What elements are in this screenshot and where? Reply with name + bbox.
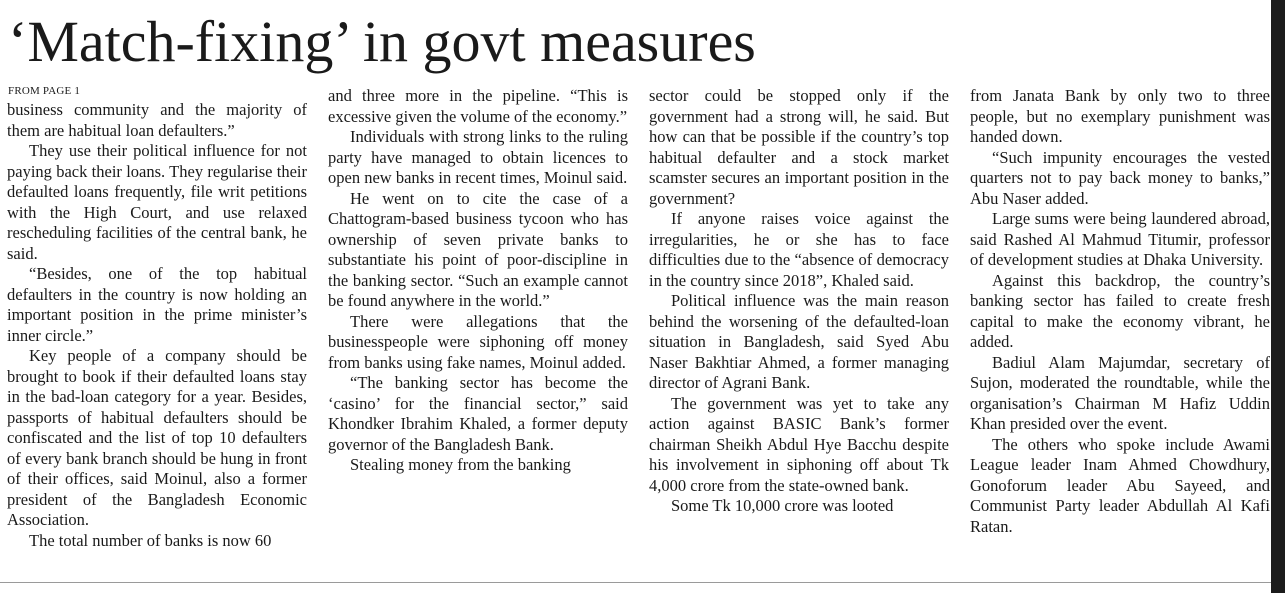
paragraph: They use their political influence for not paying back their loans. They regularise their defaulted loans frequently, file writ petitions with the High Court, and use relaxed rescheduling facilities of the central bank, he said. xyxy=(7,141,307,263)
paragraph: The government was yet to take any action against BASIC Bank’s former chairman Sheikh Abdul Hye Bacchu despite his involvement in siphoning off about Tk 4,000 crore from the state-owned bank. xyxy=(649,393,949,495)
page-edge xyxy=(1271,0,1285,593)
article-column-2 xyxy=(328,86,628,476)
paragraph: Individuals with strong links to the ruling party have managed to obtain licences to open new banks in recent times, Moinul said. xyxy=(328,127,628,187)
paragraph: “The banking sector has become the ‘casino’ for the financial sector,” said Khondker Ibrahim Khaled, a former deputy governor of the Bangladesh Bank. xyxy=(328,373,628,454)
paragraph: The total number of banks is now 60 xyxy=(29,530,272,550)
paragraph: There were allegations that the businesspeople were siphoning off money from banks using fake names, Moinul added. xyxy=(328,311,628,372)
paragraph: from Janata Bank by only two to three people, but no exemplary punishment was handed down. xyxy=(970,86,1270,146)
paragraph: Stealing money from the banking xyxy=(350,455,571,474)
paragraph: Badiul Alam Majumdar, secretary of Sujon, moderated the roundtable, while the organisation’s Chairman M Hafiz Uddin Khan presided over the event. xyxy=(970,352,1270,433)
article-column-1 xyxy=(7,100,307,551)
headline: ‘Match-fixing’ in govt measures xyxy=(8,9,756,74)
continuation-label: FROM PAGE 1 xyxy=(8,85,81,97)
paragraph: and three more in the pipeline. “This is excessive given the volume of the economy.” xyxy=(328,86,628,126)
paragraph: The others who spoke include Awami League leader Inam Ahmed Chowdhury, Gonoforum leader Abu Sayeed, and Communist Party leader Abdullah Al Kafi Ratan. xyxy=(970,434,1270,536)
paragraph: sector could be stopped only if the government had a strong will, he said. But how can that be possible if the country’s top habitual defaulter and a stock market scamster secures an important position in the government? xyxy=(649,86,949,208)
paragraph: business community and the majority of them are habitual loan defaulters.” xyxy=(7,100,307,140)
paragraph: Some Tk 10,000 crore was looted xyxy=(671,496,894,515)
bottom-rule xyxy=(0,582,1271,583)
article-column-3 xyxy=(649,86,949,517)
article-column-4 xyxy=(970,86,1270,537)
paragraph: If anyone raises voice against the irregularities, he or she has to face difficulties due to the “absence of democracy in the country since 2018”, Khaled said. xyxy=(649,209,949,290)
paragraph: Key people of a company should be brought to book if their defaulted loans stay in the bad-loan category for a year. Besides, passports of habitual defaulters should be confiscated and the list of top 10 defaulters of every bank branch should be hung in front of their offices, said Moinul, also a former president of the Bangladesh Economic Association. xyxy=(7,346,307,529)
paragraph: He went on to cite the case of a Chattogram-based business tycoon who has ownership of seven private banks to substantiate his point of poor-discipline in the banking sector. “Such an example cannot be found anywhere in the world.” xyxy=(328,188,628,310)
paragraph: Large sums were being laundered abroad, said Rashed Al Mahmud Titumir, professor of development studies at Dhaka University. xyxy=(970,209,1270,269)
paragraph: “Besides, one of the top habitual defaulters in the country is now holding an important position in the prime minister’s inner circle.” xyxy=(7,264,307,345)
paragraph: “Such impunity encourages the vested quarters not to pay back money to banks,” Abu Naser added. xyxy=(970,147,1270,208)
paragraph: Political influence was the main reason behind the worsening of the defaulted-loan situation in Bangladesh, said Syed Abu Naser Bakhtiar Ahmed, a former managing director of Agrani Bank. xyxy=(649,291,949,392)
paragraph: Against this backdrop, the country’s banking sector has failed to create fresh capital to make the economy vibrant, he added. xyxy=(970,270,1270,351)
